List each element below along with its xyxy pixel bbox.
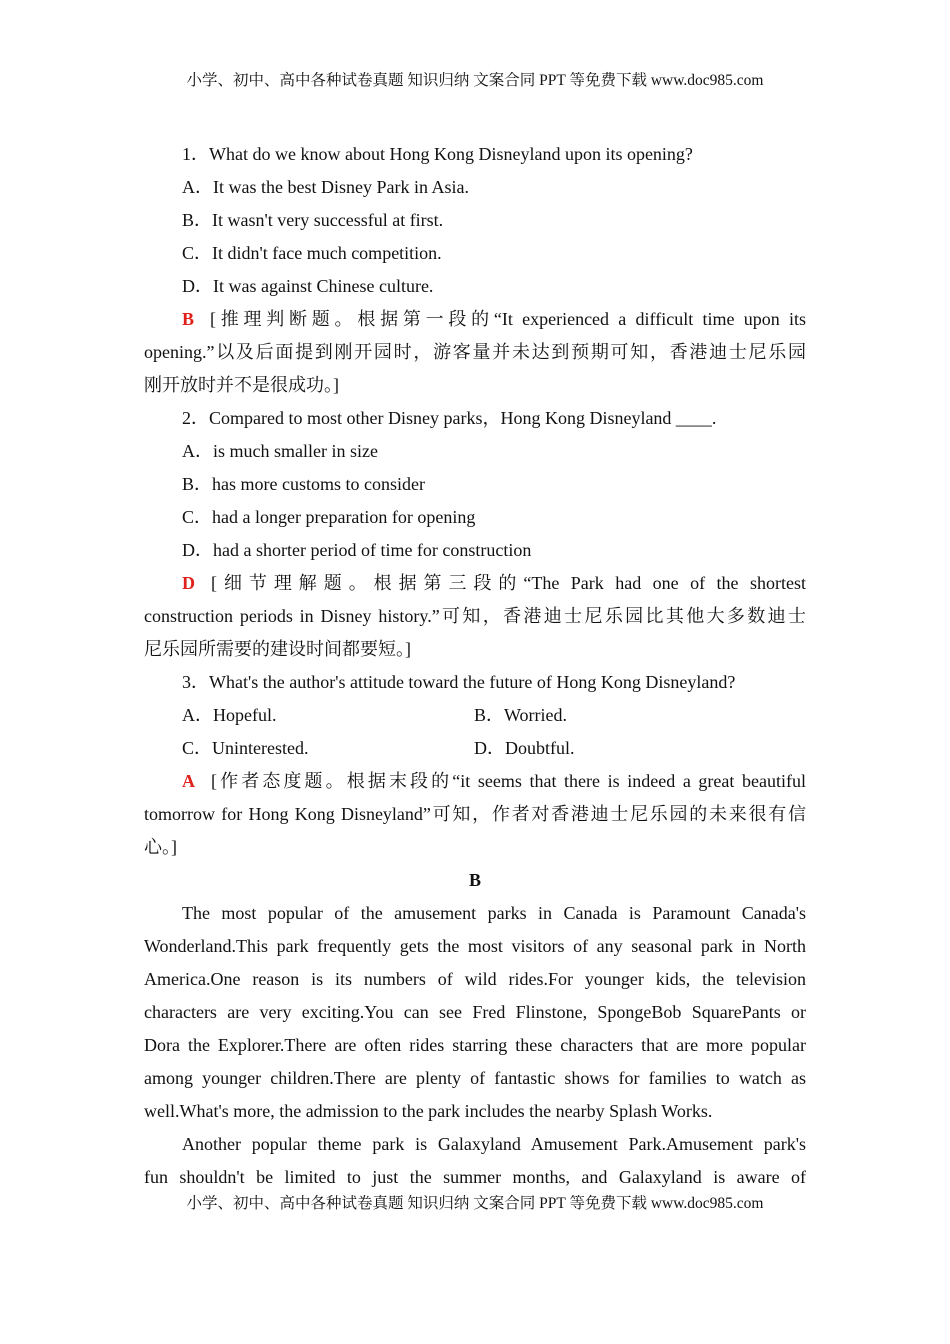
page-footer: 小学、初中、高中各种试卷真题 知识归纳 文案合同 PPT 等免费下载 www.doc985.com xyxy=(186,1195,764,1212)
line-text: A．It was the best Disney Park in Asia. xyxy=(182,177,469,197)
continuation-line xyxy=(144,968,806,990)
line-text: C．had a longer preparation for opening xyxy=(182,507,476,527)
continuation-line xyxy=(144,341,806,363)
line-text: B．It wasn't very successful at first. xyxy=(182,210,444,230)
continuation-line xyxy=(144,1166,806,1188)
line-text: 3．What's the author's attitude toward the future of Hong Kong Disneyland? xyxy=(182,672,736,692)
line-text: C．Uninterested. xyxy=(182,738,309,758)
line-text: A．Hopeful. xyxy=(182,705,277,725)
option-line xyxy=(144,473,806,495)
line-text: among younger children.There are plenty of fantastic shows for families to watch as xyxy=(144,1068,806,1088)
question-line xyxy=(144,407,806,429)
answer-letter: A xyxy=(182,771,195,791)
line-text: 刚开放时并不是很成功。] xyxy=(144,375,339,395)
paragraph-line xyxy=(144,902,806,924)
line-text: opening.”以及后面提到刚开园时，游客量并未达到预期可知，香港迪士尼乐园 xyxy=(144,342,806,362)
continuation-line xyxy=(144,935,806,957)
line-text: Another popular theme park is Galaxyland Amusement Park.Amusement park's xyxy=(182,1134,806,1154)
question-line xyxy=(144,671,806,693)
continuation-line xyxy=(144,1001,806,1023)
option-line xyxy=(144,737,806,759)
continuation-line xyxy=(144,374,806,396)
option-line xyxy=(144,506,806,528)
line-text: D．It was against Chinese culture. xyxy=(182,276,434,296)
continuation-line xyxy=(144,605,806,627)
answer-line xyxy=(144,572,806,594)
line-text: B xyxy=(468,870,481,890)
continuation-line xyxy=(144,836,806,858)
line-text: 1．What do we know about Hong Kong Disneyland upon its opening? xyxy=(182,144,693,164)
page-header: 小学、初中、高中各种试卷真题 知识归纳 文案合同 PPT 等免费下载 www.doc985.com xyxy=(186,72,764,89)
continuation-line xyxy=(144,1100,806,1122)
option-second-column: D．Doubtful. xyxy=(474,738,575,758)
line-text: well.What's more, the admission to the park includes the nearby Splash Works. xyxy=(144,1101,713,1121)
answer-letter: D xyxy=(182,573,195,593)
answer-line xyxy=(144,770,806,792)
line-text: 2．Compared to most other Disney parks，Hong Kong Disneyland ____. xyxy=(182,408,717,428)
line-text: [推理判断题。根据第一段的“It experienced a difficult time upon its xyxy=(210,309,806,329)
line-text: tomorrow for Hong Kong Disneyland”可知，作者对香港迪士尼乐园的未来很有信 xyxy=(144,804,806,824)
line-text: The most popular of the amusement parks in Canada is Paramount Canada's xyxy=(182,903,806,923)
continuation-line xyxy=(144,1034,806,1056)
option-line xyxy=(144,440,806,462)
line-text: construction periods in Disney history.”可知，香港迪士尼乐园比其他大多数迪士 xyxy=(144,606,806,626)
option-line xyxy=(144,176,806,198)
question-line xyxy=(144,143,806,165)
line-text: characters are very exciting.You can see Fred Flinstone, SpongeBob SquarePants or xyxy=(144,1002,806,1022)
option-line xyxy=(144,209,806,231)
line-text: 心。] xyxy=(144,837,177,857)
line-text: 尼乐园所需要的建设时间都要短。] xyxy=(144,639,411,659)
line-text: C．It didn't face much competition. xyxy=(182,243,442,263)
continuation-line xyxy=(144,638,806,660)
paragraph-line xyxy=(144,1133,806,1155)
continuation-line xyxy=(144,1067,806,1089)
line-text: B．has more customs to consider xyxy=(182,474,425,494)
line-text: D．had a shorter period of time for construction xyxy=(182,540,532,560)
option-second-column: B．Worried. xyxy=(474,705,568,725)
line-text: Dora the Explorer.There are often rides starring these characters that are more popular xyxy=(144,1035,806,1055)
option-line xyxy=(144,704,806,726)
line-text: [细节理解题。根据第三段的“The Park had one of the shortest xyxy=(211,573,806,593)
line-text: fun shouldn't be limited to just the summer months, and Galaxyland is aware of xyxy=(144,1167,806,1187)
line-text: A．is much smaller in size xyxy=(182,441,378,461)
answer-letter: B xyxy=(182,309,195,329)
line-text: [作者态度题。根据末段的“it seems that there is indeed a great beautiful xyxy=(211,771,806,791)
continuation-line xyxy=(144,803,806,825)
line-text: America.One reason is its numbers of wild rides.For younger kids, the television xyxy=(144,969,806,989)
option-line xyxy=(144,242,806,264)
option-line xyxy=(144,275,806,297)
answer-line xyxy=(144,308,806,330)
option-line xyxy=(144,539,806,561)
line-text: Wonderland.This park frequently gets the most visitors of any seasonal park in North xyxy=(144,936,806,956)
heading-line xyxy=(144,869,806,891)
